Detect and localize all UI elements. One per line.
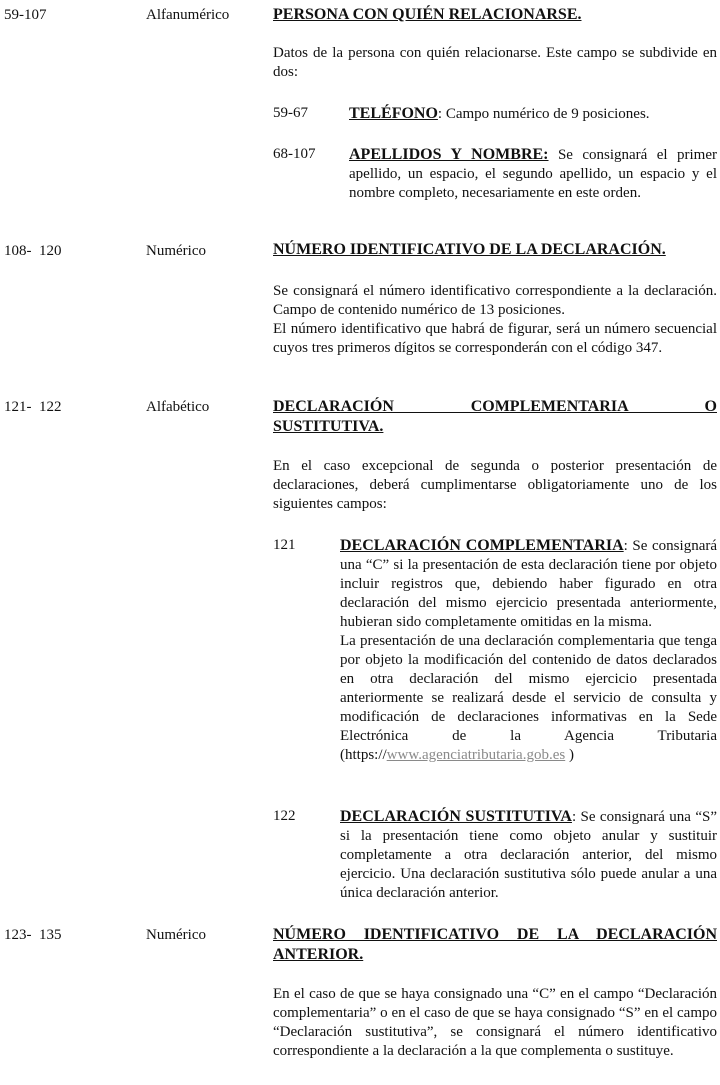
field-position: 59-107 xyxy=(4,7,47,23)
field-position: 123- 135 xyxy=(4,927,62,943)
subfield-position: 121 xyxy=(273,537,296,553)
field-position: 108- 120 xyxy=(4,243,62,259)
subfield-label: TELÉFONO xyxy=(349,105,438,122)
field-title-line: DECLARACIÓN COMPLEMENTARIA O xyxy=(273,398,717,415)
subfield-apellidos-nombre xyxy=(349,145,717,203)
subfield-position: 59-67 xyxy=(273,105,308,121)
field-description xyxy=(273,282,717,358)
field-title: PERSONA CON QUIÉN RELACIONARSE. xyxy=(273,6,582,23)
subfield-text: : Se consignará una “C” si la presentación de esta declaración tiene por objeto incluir registros que, debiendo haber figurado en otra declaración del mismo ejercicio presentada anteriormente, hubieran sido completamente omitidas en la misma. xyxy=(340,538,717,630)
subfield-label: APELLIDOS Y NOMBRE: xyxy=(349,146,549,163)
field-title: NÚMERO IDENTIFICATIVO DE LA DECLARACIÓN. xyxy=(273,241,666,258)
field-type: Alfabético xyxy=(146,399,210,415)
field-position: 121- 122 xyxy=(4,399,62,415)
subfield-text: : Campo numérico de 9 posiciones. xyxy=(437,106,650,122)
subfield-complementaria xyxy=(340,536,717,765)
field-type: Numérico xyxy=(146,243,206,259)
subfield-position: 122 xyxy=(273,808,296,824)
subfield-paragraph xyxy=(340,536,717,632)
subfield-text: ) xyxy=(565,747,574,763)
subfield-position: 68-107 xyxy=(273,146,316,162)
field-title: NÚMERO IDENTIFICATIVO DE LA DECLARACIÓN ANTERIOR. xyxy=(273,926,717,963)
subfield-sustitutiva xyxy=(340,807,717,903)
field-type: Alfanumérico xyxy=(146,7,230,23)
subfield-text: Se consignará el primer apellido, un espacio, el segundo apellido, un espacio y el nombre completo, necesariamente en este orden. xyxy=(349,147,717,201)
field-description: Datos de la persona con quién relacionarse. Este campo se subdivide en dos: xyxy=(273,45,717,80)
subfield-paragraph xyxy=(340,632,717,765)
field-description: En el caso excepcional de segunda o posterior presentación de declaraciones, deberá cumplimentarse obligatoriamente uno de los siguientes campos: xyxy=(273,458,717,512)
subfield-label: DECLARACIÓN SUSTITUTIVA xyxy=(340,808,572,825)
agencia-tributaria-link[interactable]: www.agenciatributaria.gob.es xyxy=(386,747,566,763)
subfield-text: La presentación de una declaración complementaria que tenga por objeto la modificación del contenido de datos declarados en otra declaración del mismo ejercicio presentada anteriormente se realizará desde el servicio de consulta y modificación de declaraciones informativas en la Sede Electrónica de la Agencia Tributaria (https:// xyxy=(340,633,717,763)
description-paragraph: Se consignará el número identificativo correspondiente a la declaración. Campo de contenido numérico de 13 posiciones. xyxy=(273,283,717,318)
description-paragraph: El número identificativo que habrá de figurar, será un número secuencial cuyos tres primeros dígitos se corresponderán con el código 347. xyxy=(273,321,717,356)
field-title-line: SUSTITUTIVA. xyxy=(273,418,384,435)
field-type: Numérico xyxy=(146,927,206,943)
field-description: En el caso de que se haya consignado una “C” en el campo “Declaración complementaria” o en el caso de que se haya consignado “S” en el campo “Declaración sustitutiva”, se consignará el número identificativo correspondiente a la declaración a la que complementa o sustituye. xyxy=(273,986,717,1059)
subfield-label: DECLARACIÓN COMPLEMENTARIA xyxy=(340,537,624,554)
subfield-telefono xyxy=(349,104,717,124)
subfield-text: : Se consignará una “S” si la presentación tiene como objeto anular y sustituir completamente a otra declaración anterior, del mismo ejercicio. Una declaración sustitutiva sólo puede anular a una única declaración anterior. xyxy=(340,809,717,901)
